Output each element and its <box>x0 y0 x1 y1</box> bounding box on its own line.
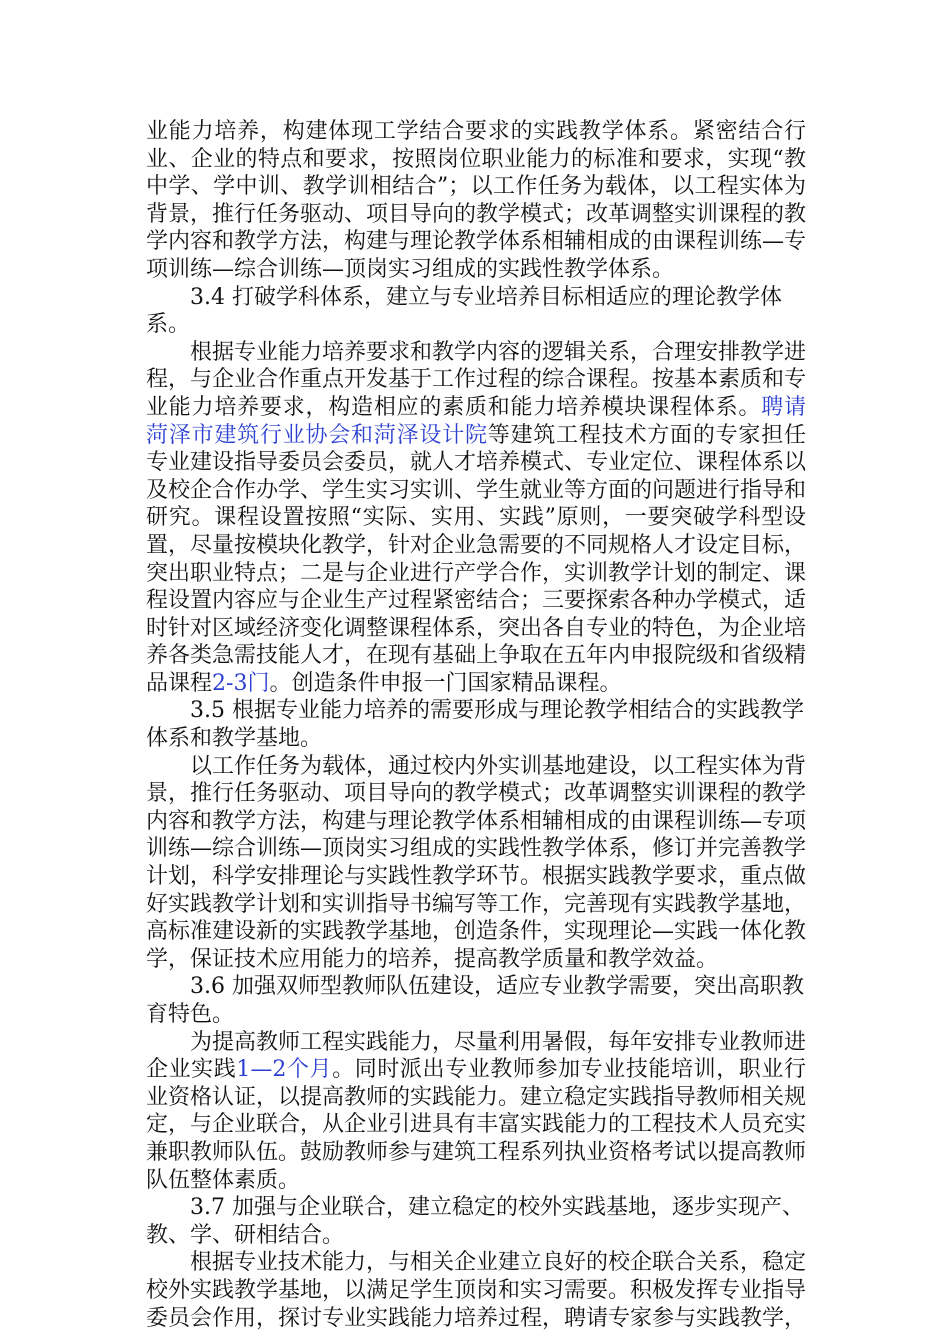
section-title: 根据专业能力培养的需要形成与理论教学相结合的实践教学体系和教学基地。 <box>146 698 805 752</box>
hyperlink-expert-invite[interactable]: 聘请菏泽市建筑行业协会和菏泽设计院 <box>146 394 806 448</box>
document-page <box>146 118 806 1332</box>
paragraph-text: 以工作任务为载体，通过校内外实训基地建设，以工程实体为背景，推行任务驱动、项目导向的教学模式；改革调整实训课程的教学内容和教学方法，构建与理论教学体系相辅相成的由课程训练—专项训练—综合训练—顶岗实习组成的实践性教学体系，修订并完善教学计划，科学安排理论与实践性教学环节。根据实践教学要求，重点做好实践教学计划和实训指导书编写等工作，完善现有实践教学基地，高标准建设新的实践教学基地，创造条件，实现理论—实践一体化教学，保证技术应用能力的培养，提高教学质量和教学效益。 <box>146 753 807 972</box>
section-heading-3-6 <box>146 973 806 1028</box>
paragraph-text: 等建筑工程技术方面的专家担任专业建设指导委员会委员，就人才培养模式、专业定位、课程体系以及校企合作办学、学生实习实训、学生就业等方面的问题进行指导和研究。课程设置按照“实际、实用、实践”原则，一要突破学科型设置，尽量按模块化教学，针对企业急需要的不同规格人才设定目标，突出职业特点；二是与企业进行产学合作，实训教学计划的制定、课程设置内容应与企业生产过程紧密结合；三要探索各种办学模式，适时针对区域经济变化调整课程体系，突出各自专业的特色，为企业培养各类急需技能人才，在现有基础上争取在五年内申报院级和省级精品课程 <box>146 422 807 696</box>
paragraph-practice-system <box>146 118 806 284</box>
paragraph-teacher-team <box>146 1029 806 1195</box>
paragraph-text: 为提高教师工程实践能力，尽量利用暑假，每年安排专业教师进企业实践 <box>146 1029 807 1083</box>
hyperlink-course-count[interactable]: 2-3门 <box>212 670 270 696</box>
section-heading-3-4 <box>146 284 806 339</box>
paragraph-text: 根据专业技术能力，与相关企业建立良好的校企联合关系，稳定校外实践教学基地，以满足学生顶岗和实习需要。积极发挥专业指导委员会作用，探讨专业实践能力培养过程，聘请专家参与实践教学， <box>146 1250 807 1331</box>
section-number: 3.7 <box>190 1195 225 1221</box>
paragraph-enterprise-cooperation <box>146 1249 806 1332</box>
section-title: 打破学科体系，建立与专业培养目标相适应的理论教学体系。 <box>146 284 783 338</box>
paragraph-theory-system <box>146 339 806 698</box>
section-heading-3-7 <box>146 1194 806 1249</box>
section-number: 3.5 <box>190 698 225 724</box>
paragraph-text: 业能力培养，构建体现工学结合要求的实践教学体系。紧密结合行业、企业的特点和要求，按照岗位职业能力的标准和要求，实现“教中学、学中训、教学训相结合”；以工作任务为载体，以工程实体为背景，推行任务驱动、项目导向的教学模式；改革调整实训课程的教学内容和教学方法，构建与理论教学体系相辅相成的由课程训练—专项训练—综合训练—顶岗实习组成的实践性教学体系。 <box>146 119 807 282</box>
hyperlink-practice-duration[interactable]: 1—2个月 <box>236 1057 333 1083</box>
paragraph-practice-base <box>146 753 806 974</box>
section-title: 加强双师型教师队伍建设，适应专业教学需要，突出高职教育特色。 <box>146 974 805 1027</box>
section-number: 3.4 <box>190 284 225 310</box>
section-heading-3-5 <box>146 697 806 752</box>
paragraph-text: 。创造条件申报一门国家精品课程。 <box>269 670 622 696</box>
paragraph-text: 根据专业能力培养要求和教学内容的逻辑关系，合理安排教学进程，与企业合作重点开发基于工作过程的综合课程。按基本素质和专业能力培养要求，构造相应的素质和能力培养模块课程体系。 <box>146 339 807 420</box>
section-title: 加强与企业联合，建立稳定的校外实践基地，逐步实现产、教、学、研相结合。 <box>146 1195 805 1248</box>
section-number: 3.6 <box>190 974 225 1000</box>
paragraph-text: 。同时派出专业教师参加专业技能培训，职业行业资格认证，以提高教师的实践能力。建立稳定实践指导教师相关规定，与企业联合，从企业引进具有丰富实践能力的工程技术人员充实兼职教师队伍。鼓励教师参与建筑工程系列执业资格考试以提高教师队伍整体素质。 <box>146 1057 807 1193</box>
